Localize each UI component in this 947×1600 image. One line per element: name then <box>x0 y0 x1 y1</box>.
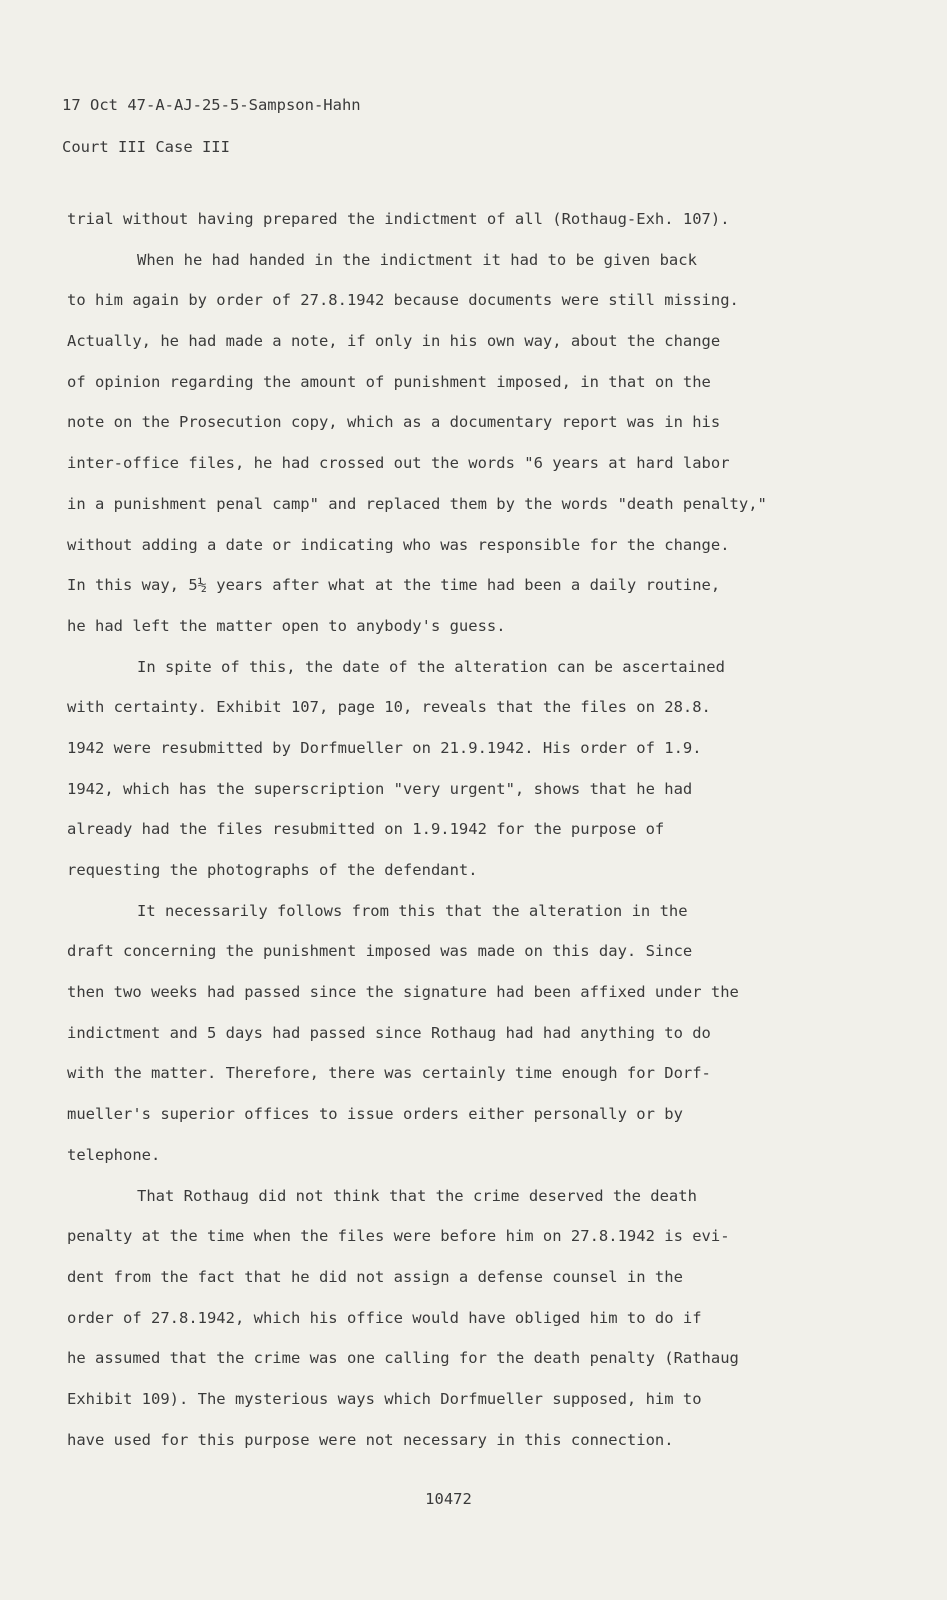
document-header <box>62 92 361 176</box>
body-line: 1942 were resubmitted by Dorfmueller on 21.9.1942. His order of 1.9. <box>67 738 702 757</box>
body-line: That Rothaug did not think that the crime deserved the death <box>137 1186 697 1205</box>
body-line: Exhibit 109). The mysterious ways which Dorfmueller supposed, him to <box>67 1389 702 1408</box>
body-line: In this way, 5½ years after what at the time had been a daily routine, <box>67 576 721 595</box>
body-line: dent from the fact that he did not assign a defense counsel in the <box>67 1267 683 1286</box>
body-line: It necessarily follows from this that the alteration in the <box>137 901 688 920</box>
body-line: requesting the photographs of the defendant. <box>67 861 478 879</box>
body-line: draft concerning the punishment imposed was made on this day. Since <box>67 942 693 961</box>
body-line: trial without having prepared the indictment of all (Rothaug-Exh. 107). <box>67 210 730 228</box>
body-line: In spite of this, the date of the alteration can be ascertained <box>137 657 725 676</box>
body-line: have used for this purpose were not necessary in this connection. <box>67 1430 674 1449</box>
body-line: indictment and 5 days had passed since Rothaug had had anything to do <box>67 1023 711 1042</box>
body-line: he assumed that the crime was one calling for the death penalty (Rathaug <box>67 1349 739 1368</box>
body-line: in a punishment penal camp" and replaced them by the words "death penalty," <box>67 494 767 513</box>
header-reference: 17 Oct 47-A-AJ-25-5-Sampson-Hahn <box>62 96 361 114</box>
body-line: with the matter. Therefore, there was certainly time enough for Dorf- <box>67 1064 711 1083</box>
body-line: mueller's superior offices to issue orders either personally or by <box>67 1105 683 1124</box>
body-line: already had the files resubmitted on 1.9.1942 for the purpose of <box>67 820 665 839</box>
header-court: Court III Case III <box>62 138 230 156</box>
page-number: 10472 <box>425 1490 472 1508</box>
body-line: order of 27.8.1942, which his office would have obliged him to do if <box>67 1308 702 1327</box>
body-line: Actually, he had made a note, if only in his own way, about the change <box>67 332 721 351</box>
body-line: then two weeks had passed since the signature had been affixed under the <box>67 983 739 1002</box>
body-line: When he had handed in the indictment it had to be given back <box>137 250 697 269</box>
body-line: he had left the matter open to anybody's guess. <box>67 616 506 635</box>
body-line: telephone. <box>67 1145 161 1164</box>
body-line: penalty at the time when the files were before him on 27.8.1942 is evi- <box>67 1227 730 1246</box>
body-line: of opinion regarding the amount of punishment imposed, in that on the <box>67 372 711 391</box>
body-line: without adding a date or indicating who was responsible for the change. <box>67 535 730 554</box>
body-line: with certainty. Exhibit 107, page 10, reveals that the files on 28.8. <box>67 698 711 717</box>
body-line: 1942, which has the superscription "very urgent", shows that he had <box>67 779 693 798</box>
page-number-container <box>0 1490 947 1508</box>
body-line: inter-office files, he had crossed out the words "6 years at hard labor <box>67 454 730 473</box>
body-line: to him again by order of 27.8.1942 because documents were still missing. <box>67 291 739 310</box>
body-line: note on the Prosecution copy, which as a documentary report was in his <box>67 413 721 432</box>
document-body <box>67 206 897 1467</box>
